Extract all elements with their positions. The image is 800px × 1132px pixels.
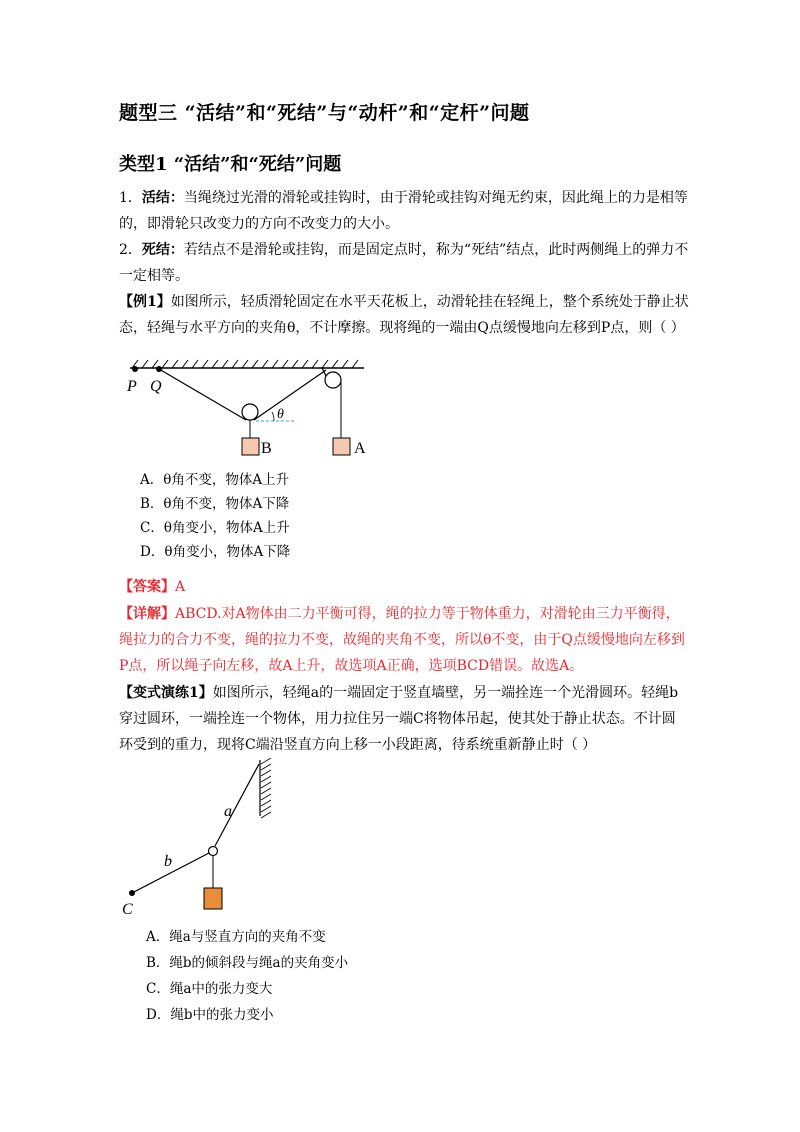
- label-q: Q: [150, 378, 162, 395]
- option-d[interactable]: D．绳b中的张力变小: [146, 1007, 274, 1023]
- label-p: P: [127, 378, 137, 395]
- label-rope-a: a: [224, 803, 232, 820]
- answer-line: 【答案】A: [119, 579, 186, 595]
- ring-figure: [118, 758, 288, 918]
- option-b[interactable]: B．θ角不变，物体A下降: [140, 496, 290, 512]
- fixed-pulley: [325, 372, 341, 388]
- option-c[interactable]: C．θ角变小，物体A上升: [140, 520, 290, 536]
- page-title: 题型三 “活结”和“死结”与“动杆”和“定杆”问题: [119, 102, 530, 124]
- rope-a: [215, 764, 259, 846]
- option-a[interactable]: A．绳a与竖直方向的夹角不变: [146, 929, 326, 945]
- label-theta: θ: [277, 407, 284, 422]
- label-c: C: [122, 901, 133, 918]
- option-a[interactable]: A．θ角不变，物体A上升: [140, 472, 290, 488]
- example-1-stem: 【例1】如图所示，轻质滑轮固定在水平天花板上，动滑轮挂在轻绳上，整个系统处于静止状态，轻绳与水平方向的夹角θ，不计摩擦。现将绳的一端由Q点缓慢地向左移到P点，则（ ）: [119, 294, 689, 336]
- option-d[interactable]: D．θ角变小，物体A下降: [140, 544, 291, 560]
- section-title: 类型1 “活结”和“死结”问题: [119, 154, 342, 175]
- label-rope-b: b: [164, 853, 172, 870]
- example-2-stem: 【变式演练1】如图所示，轻绳a的一端固定于竖直墙壁，另一端拴连一个光滑圆环。轻绳b穿过圆环，一端拴连一个物体，用力拉住另一端C将物体吊起，使其处于静止状态。不计圆环受到的重力，现将C端沿竖直方向上移一小段距离，待系统重新静止时（ ）: [119, 685, 679, 753]
- example-2-options: [146, 924, 716, 1028]
- pulley-figure: [118, 358, 368, 458]
- block-b: [242, 438, 259, 455]
- example-1-options: [140, 468, 710, 564]
- block-a: [333, 438, 350, 455]
- label-b: B: [261, 440, 272, 457]
- rule-2: 2．死结：若结点不是滑轮或挂钩，而是固定点时，称为“死结”结点，此时两侧绳上的弹力不一定相等。: [119, 242, 689, 284]
- label-a: A: [354, 440, 366, 457]
- smooth-ring: [209, 847, 218, 856]
- option-c[interactable]: C．绳a中的张力变大: [146, 981, 273, 997]
- point-p: [132, 366, 138, 372]
- moving-pulley: [242, 404, 258, 420]
- option-b[interactable]: B．绳b的倾斜段与绳a的夹角变小: [146, 955, 349, 971]
- point-c: [129, 890, 135, 896]
- rule-1: 1．活结：当绳绕过光滑的滑轮或挂钩时，由于滑轮或挂钩对绳无约束，因此绳上的力是相等的，即滑轮只改变力的方向不改变力的大小。: [119, 190, 688, 232]
- hanging-block: [204, 888, 222, 909]
- detail-text: 【详解】ABCD.对A物体由二力平衡可得，绳的拉力等于物体重力，对滑轮由三力平衡得，绳拉力的合力不变，绳的拉力不变，故绳的夹角不变，所以θ不变，由于Q点缓慢地向左移到P点，所以绳子向左移，故A上升，故选项A正确，选项BCD错误。故选A。: [119, 606, 685, 674]
